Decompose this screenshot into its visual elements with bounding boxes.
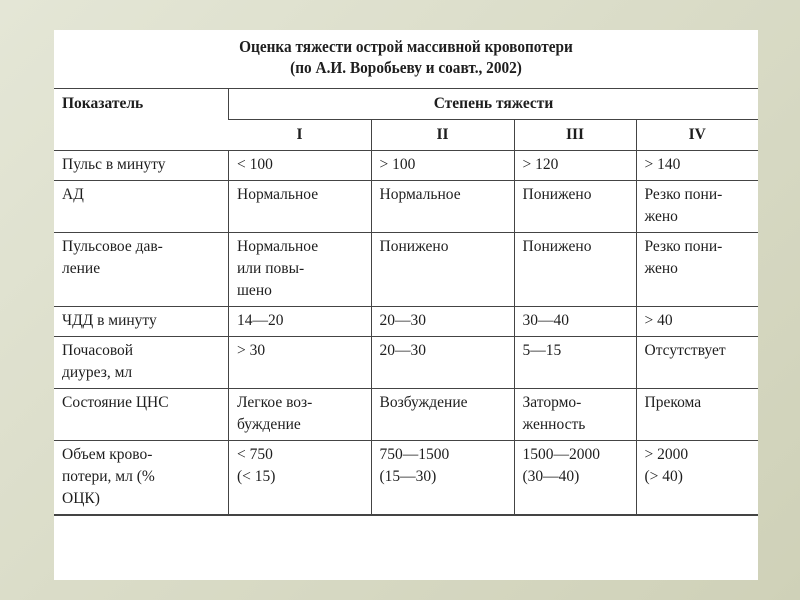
cell-grade-1: < 750 (< 15) — [229, 441, 372, 516]
cell-grade-4: > 40 — [636, 307, 758, 337]
cell-grade-1: < 100 — [229, 151, 372, 181]
table-row — [54, 389, 758, 441]
cell-grade-1: Легкое воз- буждение — [229, 389, 372, 441]
cell-grade-4: Прекома — [636, 389, 758, 441]
table-row — [54, 181, 758, 233]
row-label: Пульсовое дав- ление — [54, 233, 229, 307]
cell-grade-1: 14—20 — [229, 307, 372, 337]
grade-3: III — [514, 120, 636, 151]
cell-grade-1: Нормальное или повы- шено — [229, 233, 372, 307]
cell-grade-1: > 30 — [229, 337, 372, 389]
cell-grade-4: Резко пони- жено — [636, 233, 758, 307]
cell-grade-2: Возбуждение — [371, 389, 514, 441]
cell-grade-3: 1500—2000 (30—40) — [514, 441, 636, 516]
cell-grade-3: Понижено — [514, 181, 636, 233]
row-label: АД — [54, 181, 229, 233]
row-label: Пульс в минуту — [54, 151, 229, 181]
title-line-1: Оценка тяжести острой массивной кровопотери — [239, 37, 573, 56]
row-label: Состояние ЦНС — [54, 389, 229, 441]
cell-grade-4: Отсутствует — [636, 337, 758, 389]
cell-grade-4: > 2000 (> 40) — [636, 441, 758, 516]
grade-4: IV — [636, 120, 758, 151]
table-row — [54, 337, 758, 389]
table-title — [89, 36, 723, 78]
grade-1: I — [229, 120, 372, 151]
header-row — [54, 89, 758, 120]
table-row — [54, 307, 758, 337]
cell-grade-3: 30—40 — [514, 307, 636, 337]
cell-grade-2: 750—1500 (15—30) — [371, 441, 514, 516]
cell-grade-2: Понижено — [371, 233, 514, 307]
row-label: Объем крово- потери, мл (% ОЦК) — [54, 441, 229, 516]
cell-grade-3: > 120 — [514, 151, 636, 181]
grade-2: II — [371, 120, 514, 151]
title-line-2: (по А.И. Воробьеву и соавт., 2002) — [290, 58, 522, 77]
cell-grade-3: Понижено — [514, 233, 636, 307]
header-severity: Степень тяжести — [229, 89, 759, 120]
header-indicator: Показатель — [54, 89, 229, 151]
table-row — [54, 441, 758, 516]
cell-grade-4: > 140 — [636, 151, 758, 181]
table-row — [54, 151, 758, 181]
blood-loss-table — [54, 88, 758, 516]
cell-grade-2: 20—30 — [371, 307, 514, 337]
row-label: ЧДД в минуту — [54, 307, 229, 337]
slide-panel — [54, 30, 758, 580]
row-label: Почасовой диурез, мл — [54, 337, 229, 389]
cell-grade-1: Нормальное — [229, 181, 372, 233]
cell-grade-2: Нормальное — [371, 181, 514, 233]
cell-grade-2: > 100 — [371, 151, 514, 181]
cell-grade-2: 20—30 — [371, 337, 514, 389]
cell-grade-4: Резко пони- жено — [636, 181, 758, 233]
cell-grade-3: 5—15 — [514, 337, 636, 389]
cell-grade-3: Затормо- женность — [514, 389, 636, 441]
table-row — [54, 233, 758, 307]
